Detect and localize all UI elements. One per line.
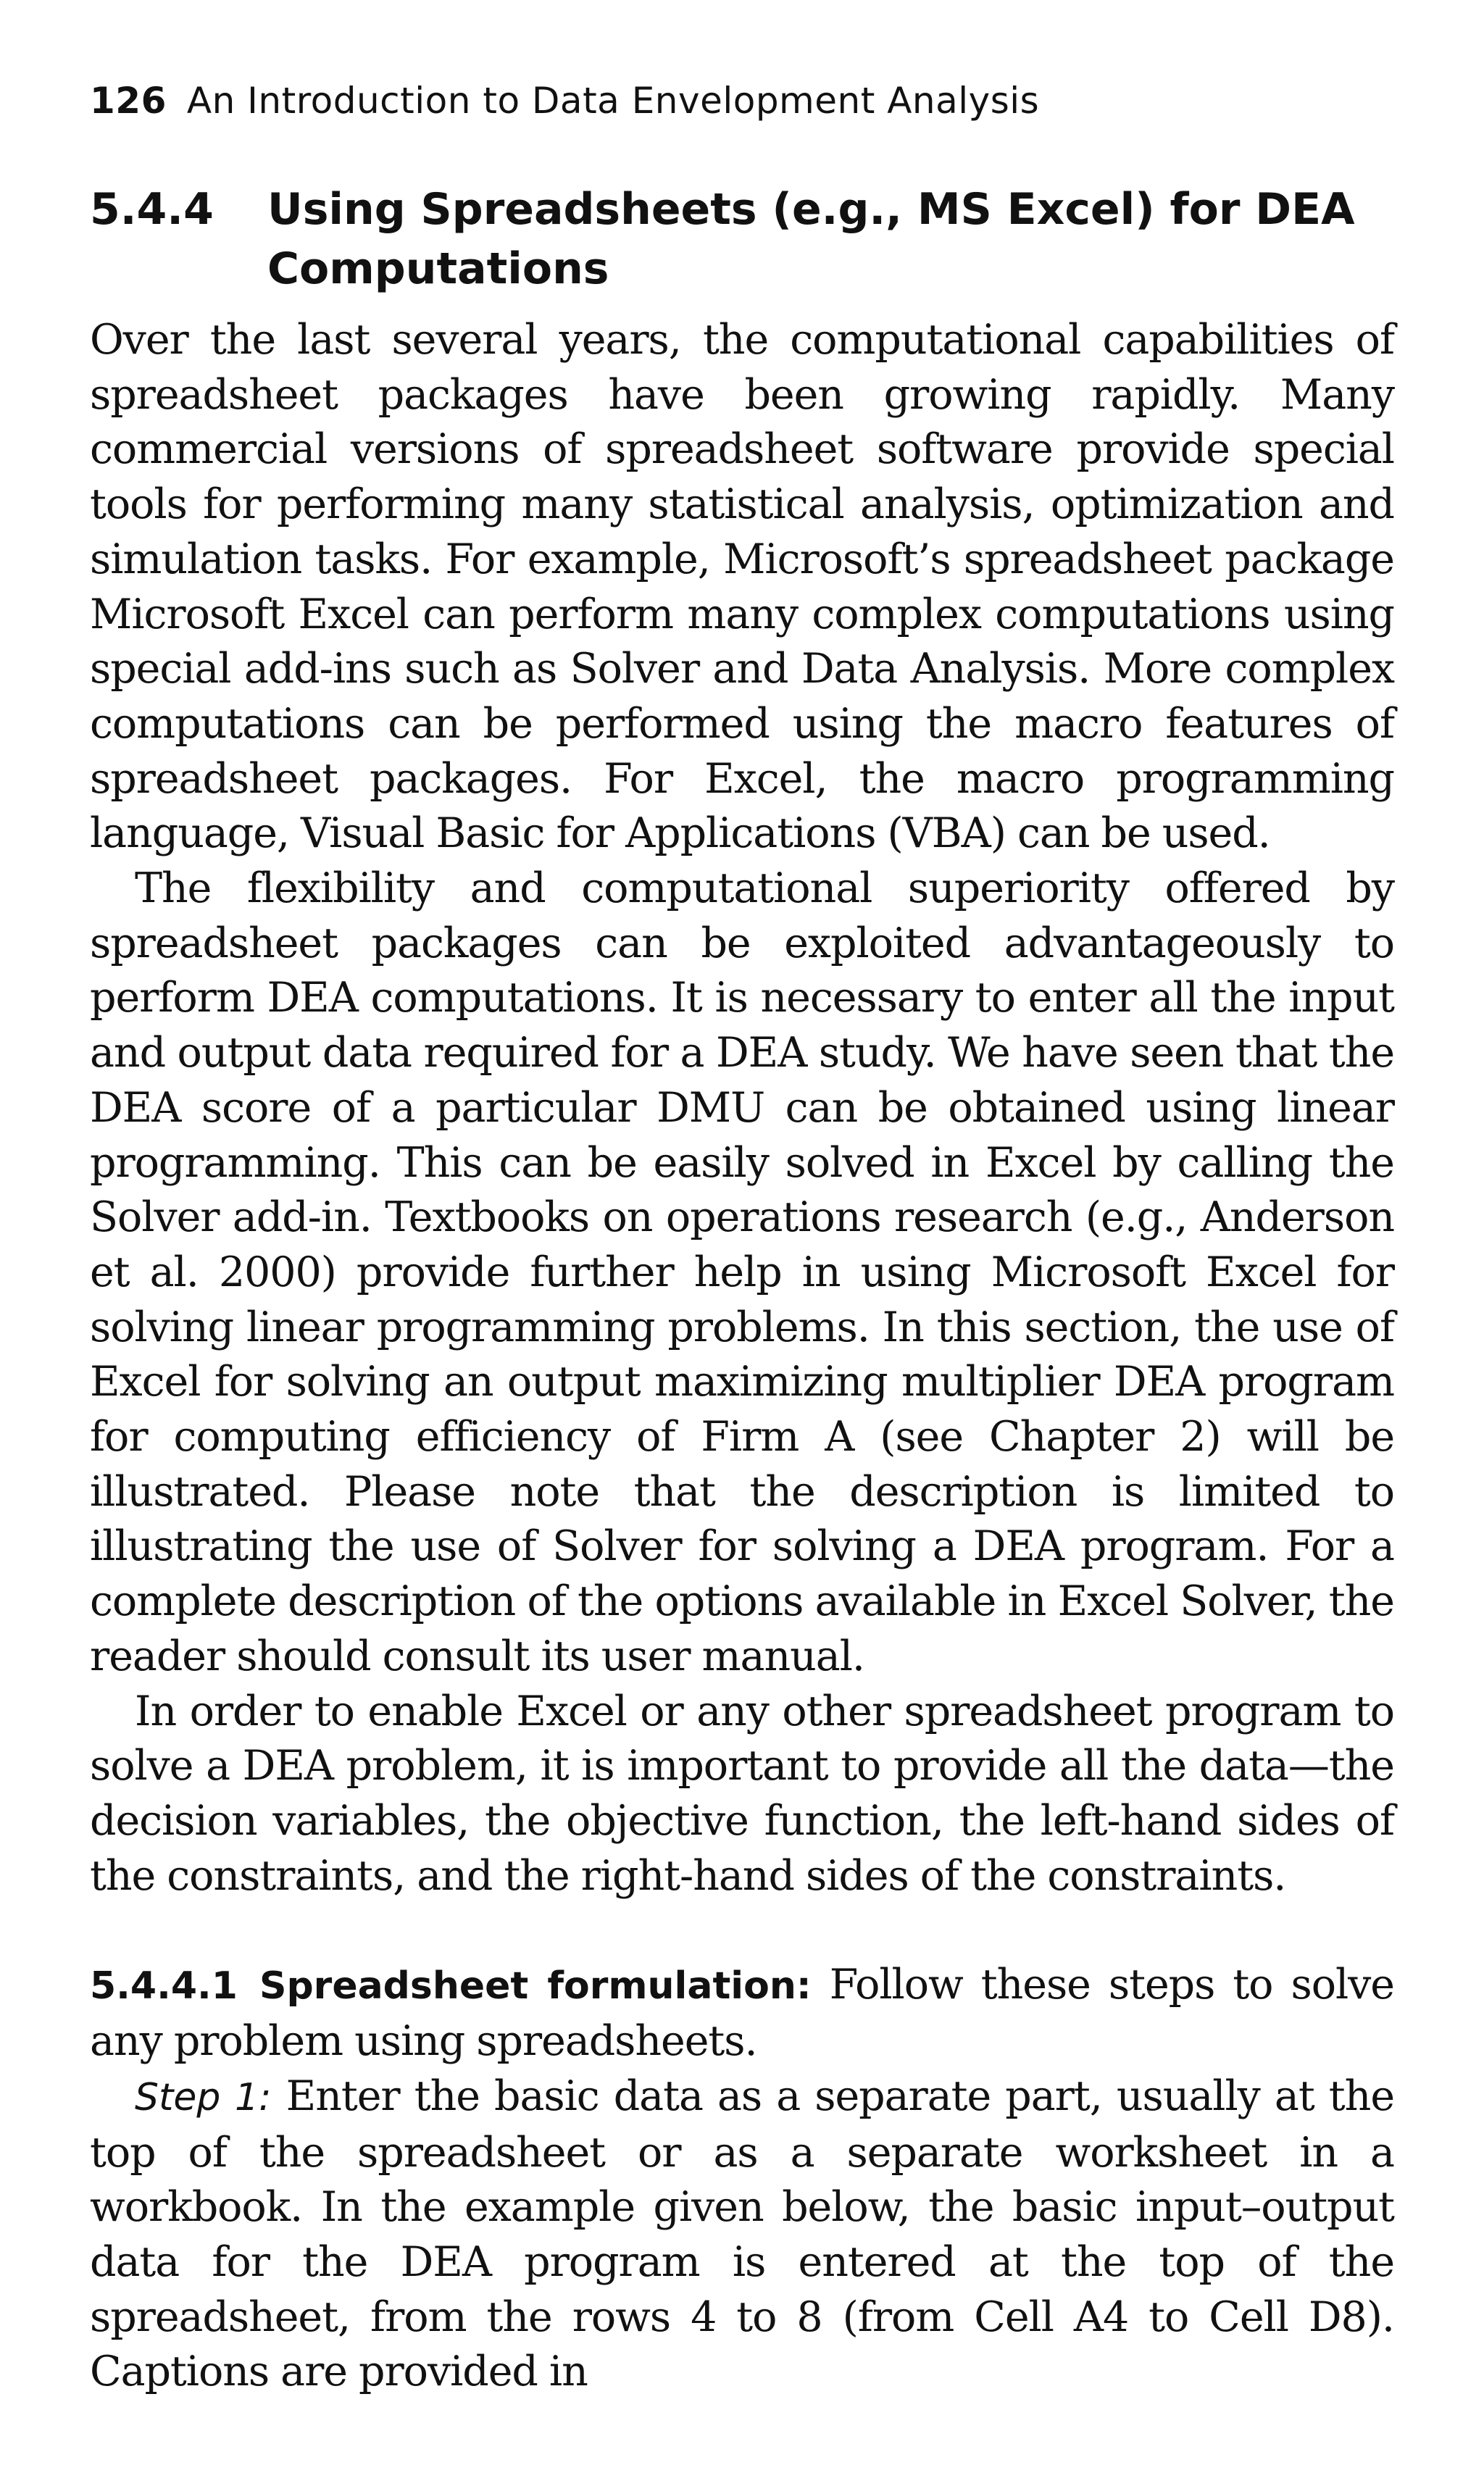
step-text: Enter the basic data as a separate part, usually at the top of the spreadsheet or as a separate worksheet in a workbook. In the example given below, the basic input–output data for the DEA program is entered at the top of the spreadsheet, from the rows 4 to 8 (from Cell A4 to Cell D8). Captions are provided in	[90, 2072, 1394, 2396]
subsection-paragraph	[90, 1958, 1394, 2069]
step-paragraph	[90, 2069, 1394, 2400]
paragraph-1: Over the last several years, the computational capabilities of spreadsheet packages have been growing rapidly. Many commercial versions of spreadsheet software provide special tools for performing many statistical analysis, optimization and simulation tasks. For example, Microsoft’s spreadsheet package Microsoft Excel can perform many complex computations using special add-ins such as Solver and Data Analysis. More complex computations can be performed using the macro features of spreadsheet packages. For Excel, the macro programming language, Visual Basic for Applications (VBA) can be used.	[90, 316, 1394, 858]
running-head	[90, 75, 1039, 126]
subsection-title: Spreadsheet formulation:	[259, 1964, 812, 2009]
page-number: 126	[90, 80, 167, 122]
paragraph-3: In order to enable Excel or any other spreadsheet program to solve a DEA problem, it is important to provide all the data—the decision variables, the objective function, the left-hand sides of the constraints, and the right-hand sides of the constraints.	[90, 1687, 1394, 1900]
section-number: 5.4.4	[90, 184, 214, 235]
paragraph-2: The flexibility and computational superiority offered by spreadsheet packages can be exploited advantageously to perform DEA computations. It is necessary to enter all the input and output data required for a DEA study. We have seen that the DEA score of a particular DMU can be obtained using linear programming. This can be easily solved in Excel by calling the Solver add-in. Textbooks on operations research (e.g., Anderson et al. 2000) provide further help in using Microsoft Excel for solving linear programming problems. In this section, the use of Excel for solving an output maximizing multiplier DEA program for computing efficiency of Firm A (see Chapter 2) will be illustrated. Please note that the description is limited to illustrating the use of Solver for solving a DEA program. For a complete description of the options available in Excel Solver, the reader should consult its user manual.	[90, 864, 1394, 1680]
section-title: Using Spreadsheets (e.g., MS Excel) for DEA Computations	[267, 184, 1355, 294]
book-title: An Introduction to Data Envelopment Analysis	[186, 80, 1040, 122]
subsection-number: 5.4.4.1	[90, 1964, 238, 2009]
step-label: Step 1:	[135, 2075, 272, 2119]
body-text	[90, 313, 1394, 2400]
subsection-text: Follow these steps to solve any problem using spreadsheets.	[90, 1961, 1394, 2066]
